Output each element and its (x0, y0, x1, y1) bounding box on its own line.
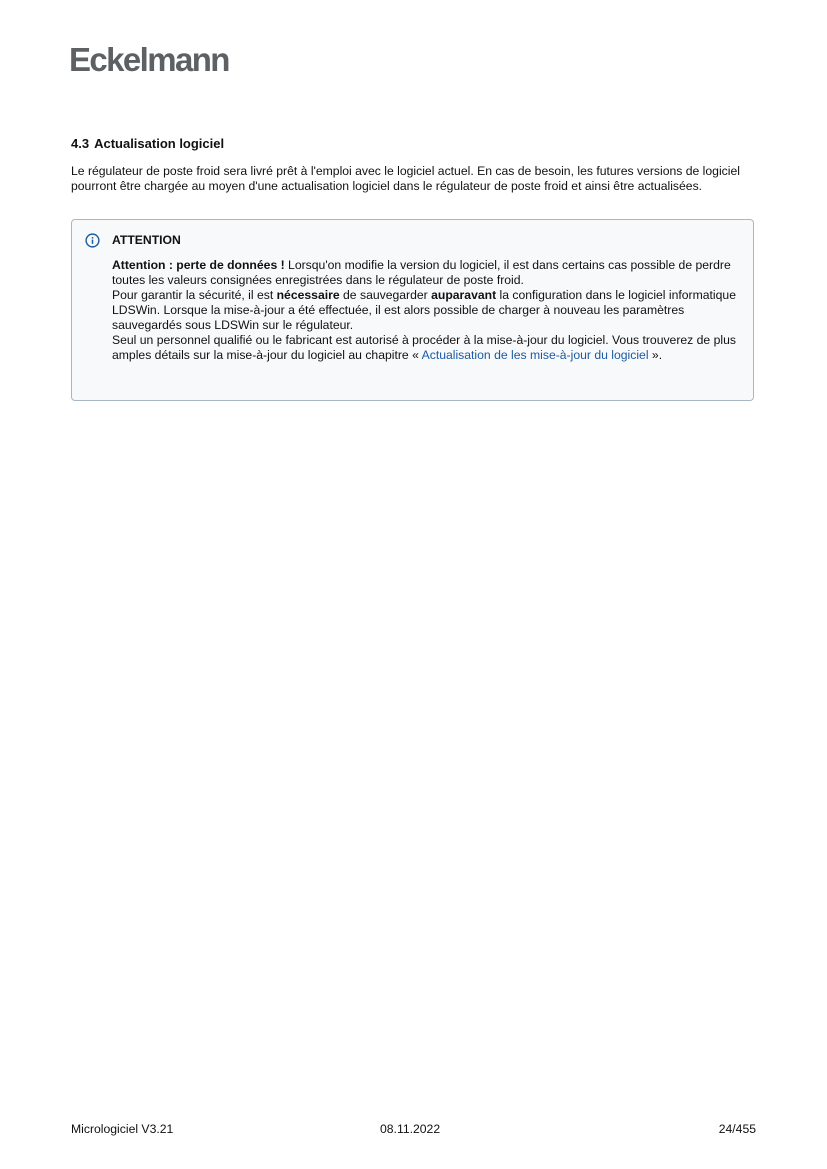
company-logo: Eckelmann (69, 41, 229, 78)
attention-notice (71, 219, 754, 401)
chapter-link[interactable]: Actualisation de les mise-à-jour du logiciel (421, 348, 649, 362)
notice-text: ». (648, 348, 663, 362)
section-title-text: Actualisation logiciel (94, 136, 225, 151)
notice-heading: ATTENTION (112, 233, 181, 247)
footer-date: 08.11.2022 (380, 1122, 441, 1136)
notice-text: Lorsqu'on modifie la version du logiciel, il est dans certains cas possible de perdre toutes les valeurs consignées enregistrées dans le régulateur de poste froid. (112, 258, 731, 287)
data-loss-warning: Attention : perte de données ! (112, 258, 285, 272)
emphasis-necessary: nécessaire (276, 288, 340, 302)
section-intro: Le régulateur de poste froid sera livré prêt à l'emploi avec le logiciel actuel. En cas de besoin, les futures versions de logiciel pourront être chargée au moyen d'une actualisation logiciel dans le régulateur de poste froid et ainsi être actualisées. (71, 164, 740, 193)
section-title (71, 136, 224, 152)
notice-text: la configuration dans le logiciel informatique LDSWin. Lorsque la mise-à-jour a été effectuée, il est alors possible de charger à nouveau les paramètres sauvegardés sous LDSWin sur le régulateur. (112, 288, 736, 332)
footer-page-number: 24/455 (718, 1122, 756, 1136)
footer-product: Micrologiciel V3.21 (71, 1122, 174, 1136)
notice-paragraph-1 (112, 258, 748, 288)
info-circle-icon (85, 233, 100, 248)
emphasis-beforehand: auparavant (431, 288, 497, 302)
section-number: 4.3 (71, 136, 90, 151)
notice-body (112, 258, 748, 363)
notice-paragraph-3 (112, 333, 748, 363)
notice-text: Pour garantir la sécurité, il est (112, 288, 277, 302)
notice-text: Seul un personnel qualifié ou le fabricant est autorisé à procéder à la mise-à-jour du logiciel. Vous trouverez de plus amples détails sur la mise-à-jour du logiciel au chapitre « (112, 333, 736, 362)
notice-text: de sauvegarder (339, 288, 432, 302)
notice-paragraph-2 (112, 288, 748, 333)
